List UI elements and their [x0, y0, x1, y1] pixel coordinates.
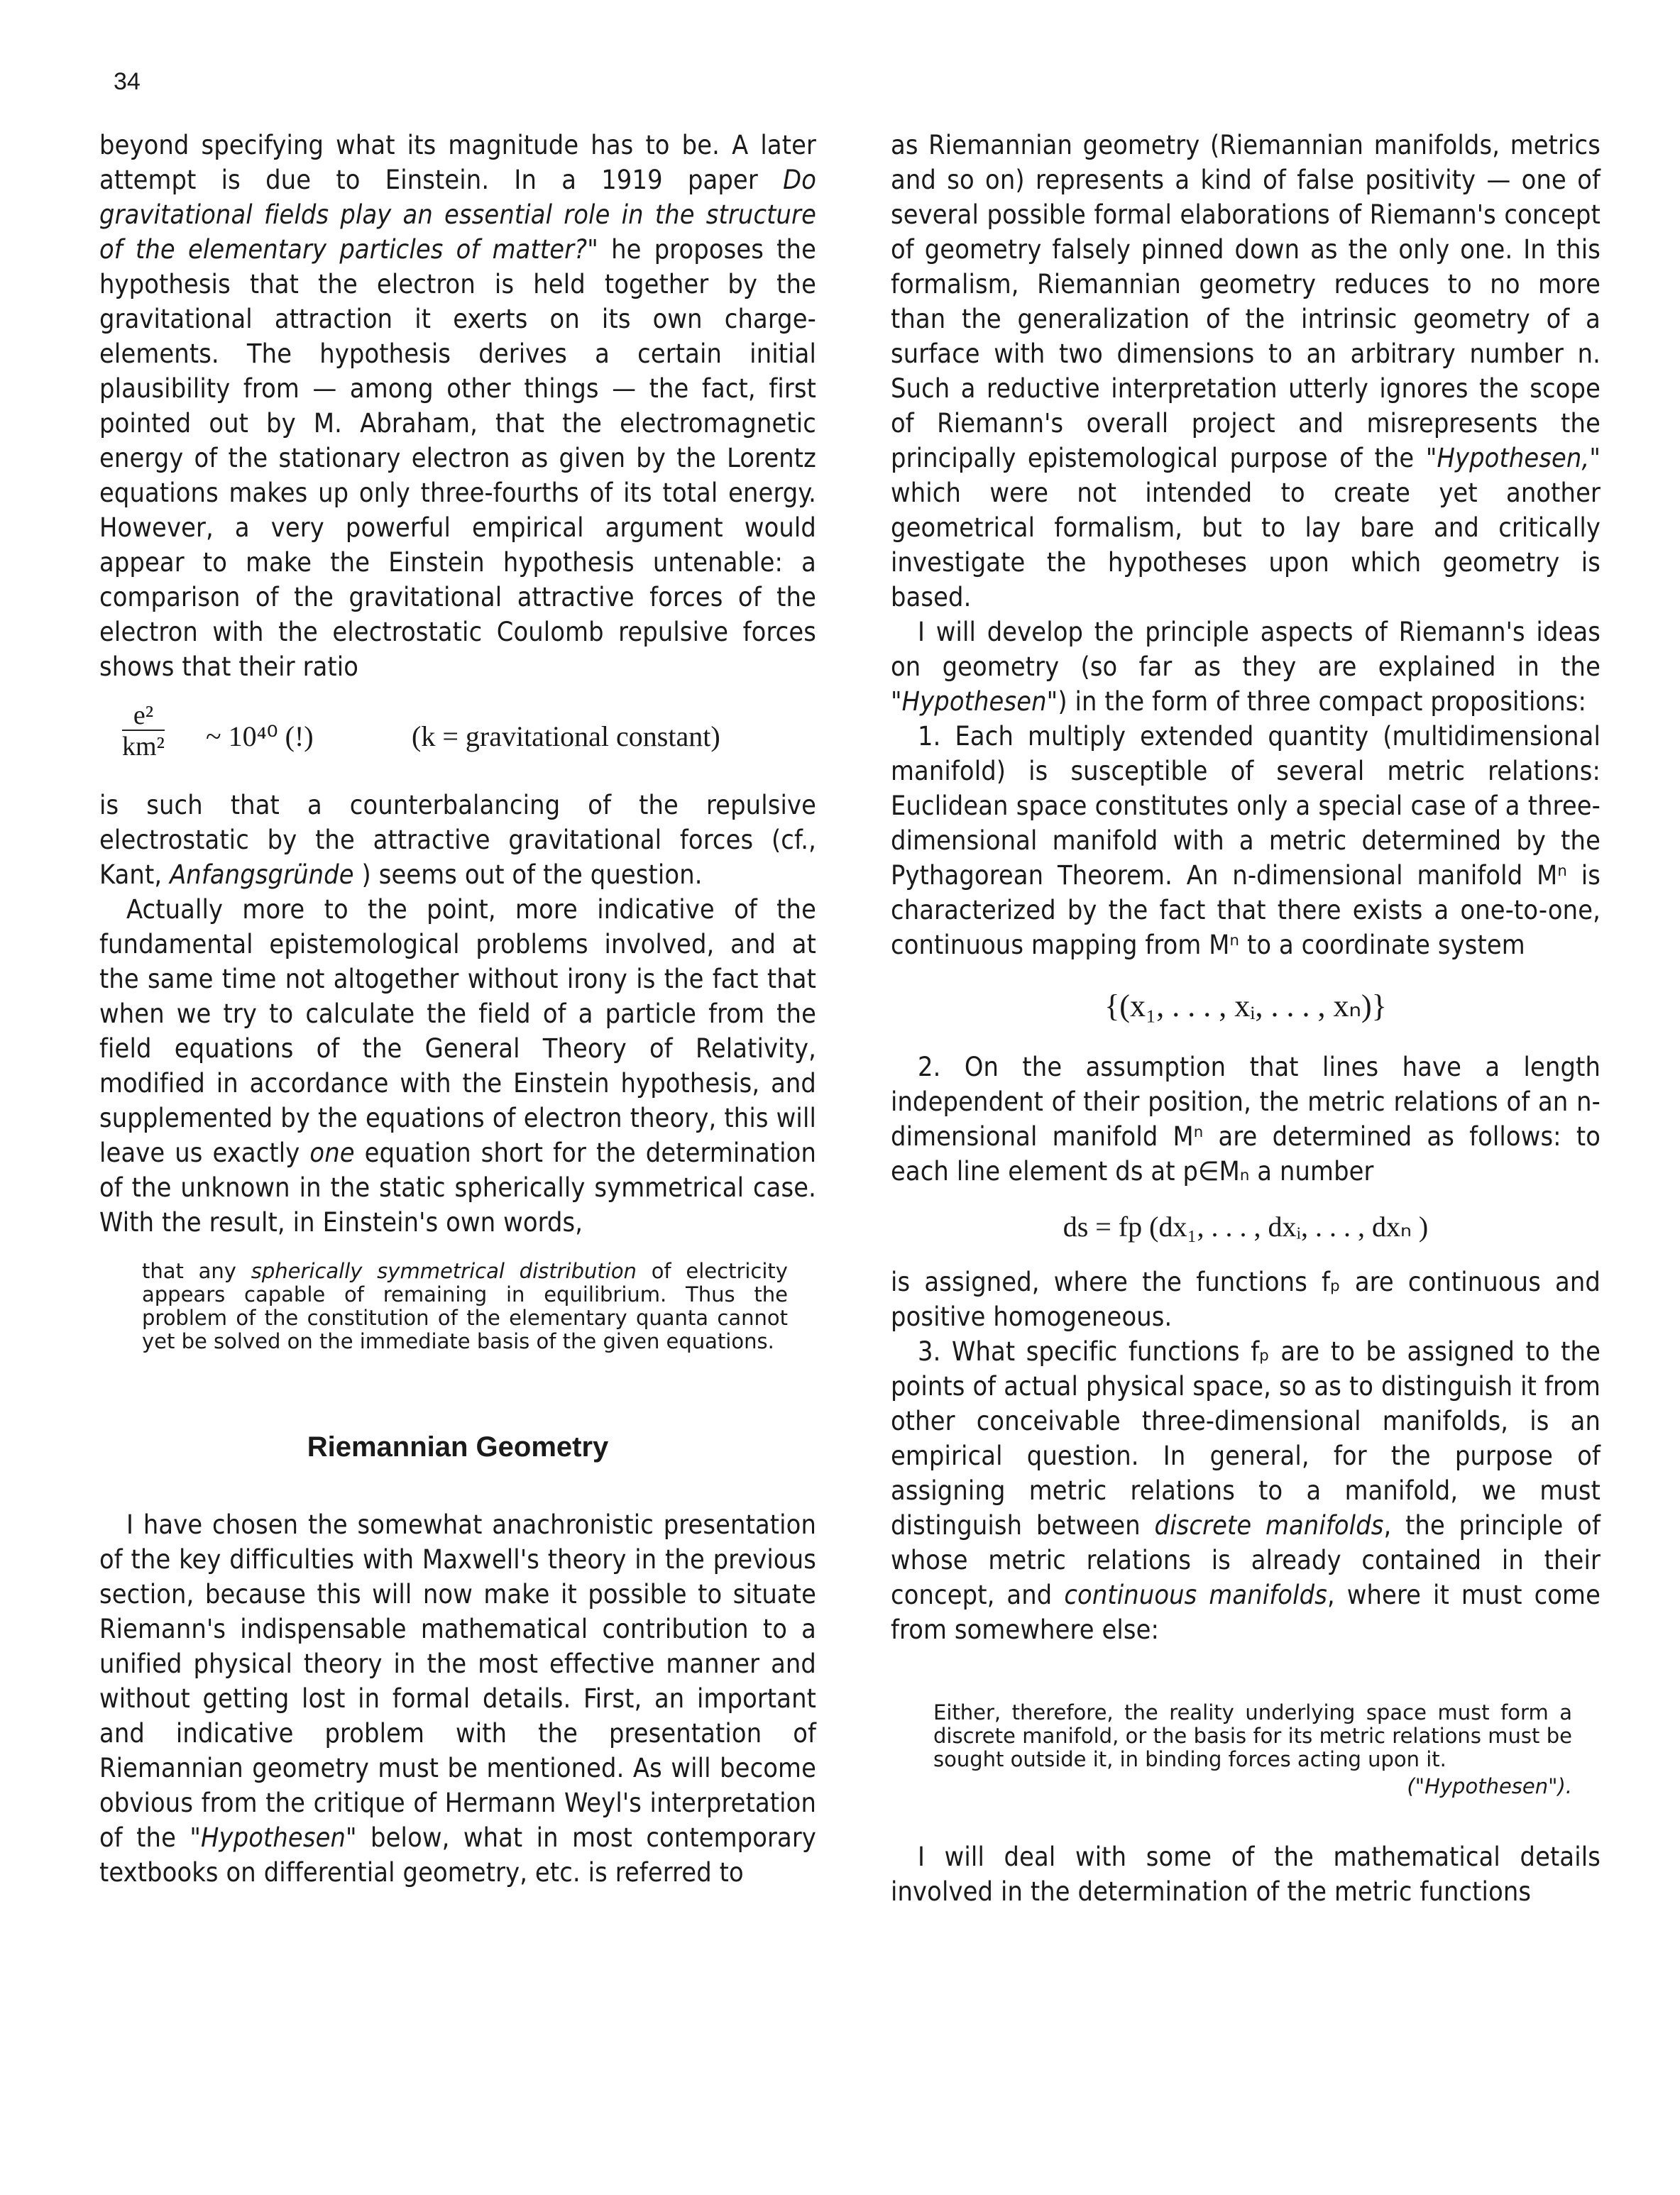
right-paragraph-final: I will deal with some of the mathematical details involved in the determination of the metric functions [891, 1841, 1601, 1907]
line-element-formula: ds = fp (dx₁, . . . , dxᵢ, . . . , dxₙ ) [1063, 1211, 1429, 1243]
quote-citation: ("Hypothesen"). [1407, 1774, 1572, 1798]
constant-note: (k = gravitational constant) [412, 720, 720, 752]
section-heading: Riemannian Geometry [307, 1431, 609, 1463]
ratio-relation: ~ 10⁴⁰ (!) [206, 720, 314, 752]
ratio-fraction [122, 701, 165, 762]
fraction-denominator: km² [122, 732, 165, 761]
hypothesen-quote: Either, therefore, the reality underlying space must form a discrete manifold, or the basis for its metric relations must be sought outside it, in binding forces acting upon it. [933, 1700, 1572, 1771]
proposition-2: 2. On the assumption that lines have a length independent of their position, the metric relations of an n-dimensional manifold Mⁿ are determined as follows: to each line element ds at p∈Mₙ a number [891, 1051, 1601, 1187]
left-paragraph-1: beyond specifying what its magnitude has to be. A later attempt is due to Einstein. In a 1919 paper Do gravitational fields play an essential role in the structure of the elementary particles of matter?" he proposes the hypothesis that the electron is held together by the gravitational attraction it exerts on its own charge-elements. The hypothesis derives a certain initial plausibility from — among other things — the fact, first pointed out by M. Abraham, that the electromagnetic energy of the stationary electron as given by the Lorentz equations makes up only three-fourths of its total energy. However, a very powerful empirical argument would appear to make the Einstein hypothesis untenable: a comparison of the gravitational attractive forces of the electron with the electrostatic Coulomb repulsive forces shows that their ratio [99, 129, 816, 682]
proposition-2-continued: is assigned, where the functions fₚ are continuous and positive homogeneous. [891, 1266, 1601, 1332]
page-number: 34 [114, 68, 141, 95]
proposition-3: 3. What specific functions fₚ are to be assigned to the points of actual physical space, so as to distinguish it from other conceivable three-dimensional manifolds, is an empirical question. In general, for the purpose of assigning metric relations to a manifold, we must distinguish between discrete manifolds, the principle of whose metric relations is already contained in their concept, and continuous manifolds, where it must come from somewhere else: [891, 1336, 1601, 1645]
left-column [99, 128, 816, 1890]
right-paragraph-1: as Riemannian geometry (Riemannian manifolds, metrics and so on) represents a kind of false positivity — one of several possible formal elaborations of Riemann's concept of geometry falsely pinned down as the only one. In this formalism, Riemannian geometry reduces to no more than the generalization of the intrinsic geometry of a surface with two dimensions to an arbitrary number n. Such a reductive interpretation utterly ignores the scope of Riemann's overall project and misrepresents the principally epistemological purpose of the "Hypothesen," which were not intended to create yet another geometrical formalism, but to lay bare and critically investigate the hypotheses upon which geometry is based. [891, 129, 1601, 612]
left-paragraph-2: is such that a counterbalancing of the repulsive electrostatic by the attractive gravitational forces (cf., Kant, Anfangsgründe ) seems out of the question. [99, 789, 816, 890]
coordinate-system-formula: {(x₁, . . . , xᵢ, . . . , xₙ)} [1104, 989, 1387, 1023]
left-paragraph-3: Actually more to the point, more indicative of the fundamental epistemological problems involved, and at the same time not altogether without irony is the fact that when we try to calculate the field of a particle from the field equations of the General Theory of Relativity, modified in accordance with the Einstein hypothesis, and supplemented by the equations of electron theory, this will leave us exactly one equation short for the determination of the unknown in the static spherically symmetrical case. With the result, in Einstein's own words, [99, 893, 816, 1238]
proposition-1: 1. Each multiply extended quantity (multidimensional manifold) is susceptible of several metric relations: Euclidean space constitutes only a special case of a three-dimensional manifold with a metric determined by the Pythagorean Theorem. An n-dimensional manifold Mⁿ is characterized by the fact that there exists a one-to-one, continuous mapping from Mⁿ to a coordinate system [891, 720, 1601, 960]
right-paragraph-2: I will develop the principle aspects of Riemann's ideas on geometry (so far as they are explained in the "Hypothesen") in the form of three compact propositions: [891, 616, 1601, 717]
ratio-formula [99, 698, 816, 783]
right-column [891, 128, 1601, 1909]
einstein-quote: that any spherically symmetrical distribution of electricity appears capable of remaining in equilibrium. Thus the problem of the constitution of the elementary quanta cannot yet be solved on the immediate basis of the given equations. [142, 1259, 788, 1353]
left-paragraph-4: I have chosen the somewhat anachronistic presentation of the key difficulties with Maxwell's theory in the previous section, because this will now make it possible to situate Riemann's indispensable mathematical contribution to a unified physical theory in the most effective manner and without getting lost in formal details. First, an important and indicative problem with the presentation of Riemannian geometry must be mentioned. As will become obvious from the critique of Hermann Weyl's interpretation of the "Hypothesen" below, what in most contemporary textbooks on differential geometry, etc. is referred to [99, 1509, 816, 1888]
fraction-numerator: e² [122, 701, 165, 731]
